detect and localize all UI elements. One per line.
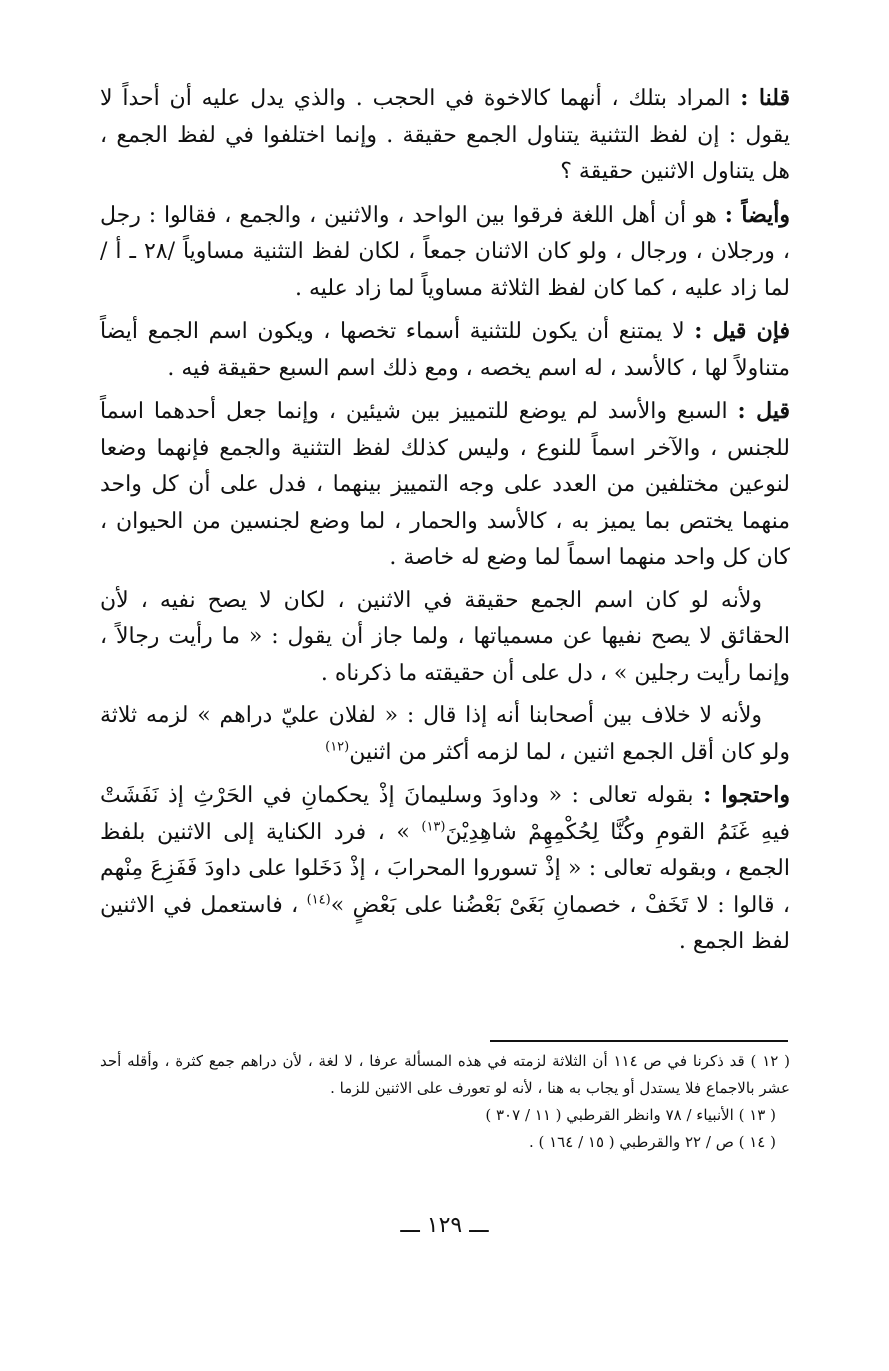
- page-number: ـــ ١٢٩ ـــ: [400, 1213, 489, 1238]
- paragraph-text-cont: » ، فرد الكناية إلى الاثنين بلفظ الجمع ، وبقوله تعالى : « إذْ تسوروا المحرابَ ، إذْ دَخَلوا على داودَ فَفَزِعَ مِنْهم ، قالوا : لا تَخَفْ ، خصمانِ بَغَىْ بَعْضُنا على بَعْضٍ »: [100, 819, 790, 918]
- footnote-divider: [490, 1040, 788, 1042]
- paragraph-lead: قلنا :: [740, 85, 791, 111]
- paragraph-text: هو أن أهل اللغة فرقوا بين الواحد ، والاثنين ، والجمع ، فقالوا : رجل ، ورجلان ، ورجال ، ولو كان الاثنان جمعاً ، لكان لفظ التثنية مساوياً /٢٨ ـ أ / لما زاد عليه ، كما كان لفظ الثلاثة مساوياً لما زاد عليه .: [100, 202, 790, 301]
- paragraph-text: ولأنه لو كان اسم الجمع حقيقة في الاثنين ، لكان لا يصح نفيه ، لأن الحقائق لا يصح نفيها عن مسمياتها ، ولما جاز أن يقول : « ما رأيت رجالاً ، وإنما رأيت رجلين » ، دل على أن حقيقته ما ذكرناه .: [100, 587, 790, 686]
- paragraph-text: ولأنه لا خلاف بين أصحابنا أنه إذا قال : « لفلان عليّ دراهم » لزمه ثلاثة ولو كان أقل الجمع اثنين ، لما لزمه أكثر من اثنين: [100, 703, 790, 765]
- paragraph-2: [100, 197, 790, 308]
- paragraph-lead: قيل :: [737, 398, 790, 424]
- paragraph-text: المراد بتلك ، أنهما كالاخوة في الحجب . والذي يدل عليه أن أحداً لا يقول : إن لفظ التثنية يتناول الجمع حقيقة . وإنما اختلفوا في لفظ الجمع ، هل يتناول الاثنين حقيقة ؟: [100, 86, 790, 184]
- footnote-13: ( ١٣ ) الأنبياء / ٧٨ وانظر القرطبي ( ١١ / ٣٠٧ ): [485, 1106, 776, 1124]
- paragraph-lead: فإن قيل :: [694, 318, 791, 344]
- footnote-ref-13: (١٣): [421, 819, 446, 835]
- paragraph-7: [100, 777, 790, 961]
- footnote-ref-12: (١٢): [325, 739, 350, 755]
- footnote-12: ( ١٢ ) قد ذكرنا في ص ١١٤ أن الثلاثة لزمته في هذه المسألة عرفا ، لا لغة ، لأن دراهم جمع كثرة ، وأقله أحد عشر بالاجماع فلا يستدل أو يجاب به هنا ، لأنه لو تعورف على الاثنين للزما .: [100, 1052, 790, 1097]
- footnote-ref-14: (١٤): [306, 892, 331, 908]
- paragraph-text: لا يمتنع أن يكون للتثنية أسماء تخصها ، ويكون اسم الجمع أيضاً متناولاً لها ، كالأسد ، له اسم يخصه ، ومع ذلك اسم السبع حقيقة فيه .: [100, 319, 790, 381]
- footnote-14: ( ١٤ ) ص / ٢٢ والقرطبي ( ١٥ / ١٦٤ ) .: [528, 1133, 776, 1151]
- main-text: [100, 80, 790, 967]
- paragraph-lead: وأيضاً :: [724, 201, 791, 228]
- paragraph-6: [100, 698, 790, 771]
- paragraph-3: [100, 313, 790, 387]
- paragraph-text: بقوله تعالى : « وداودَ وسليمانَ إذْ يحكمانِ في الحَرْثِ إذ نَفَشَتْ فيهِ غَنَمُ القومِ وكُنَّا لِحُكْمِهِمْ شاهِدِيْنَ: [100, 783, 790, 845]
- paragraph-text-end: ، فاستعمل في الاثنين لفظ الجمع .: [100, 892, 790, 954]
- paragraph-text: السبع والأسد لم يوضع للتمييز بين شيئين ، وإنما جعل أحدهما اسماً للجنس ، والآخر اسماً للنوع ، وليس كذلك لفظ التثنية والجمع فإنهما وضعا لنوعين مختلفين من العدد على وجه التمييز بينهما ، فدل على أن كل واحد منهما يختص بما يميز به ، كالأسد والحمار ، لما وضع لجنسين من الحيوان ، كان كل واحد منهما اسماً لما وضع له خاصة .: [100, 399, 790, 570]
- paragraph-lead: واحتجوا :: [703, 782, 791, 808]
- paragraph-1: [100, 80, 790, 191]
- footnotes: [100, 1048, 790, 1156]
- paragraph-5: [100, 583, 790, 693]
- paragraph-4: [100, 393, 790, 577]
